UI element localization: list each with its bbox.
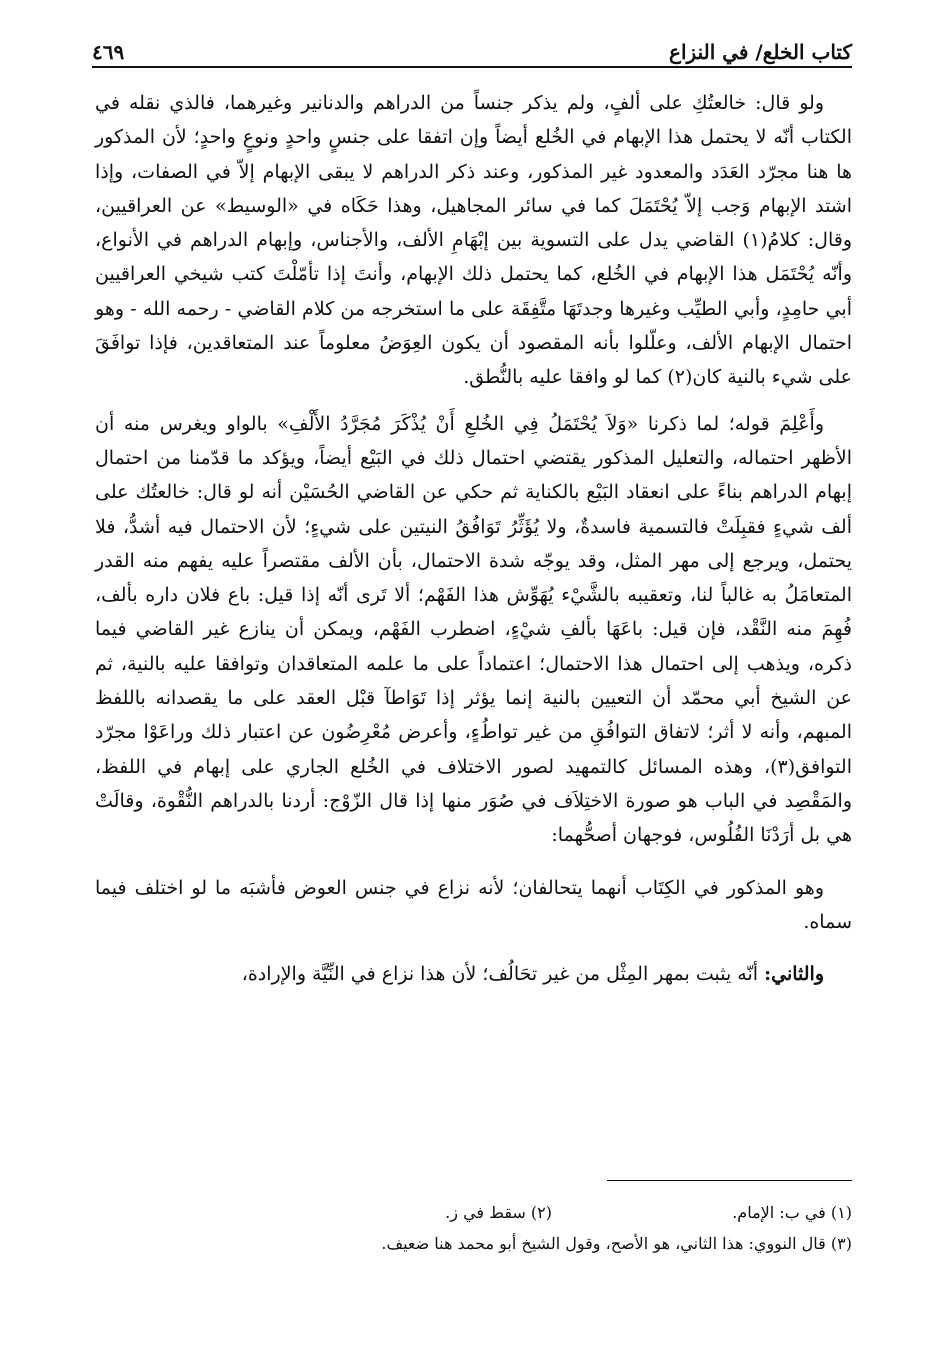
header-rule (92, 66, 852, 68)
paragraph-4-lead: والثاني: (764, 963, 824, 986)
paragraph-4-text: أنّه يثبت بمهر المِثْل من غير تحَالُف؛ لأن هذا نزاع في النِّيَّة والإرادة، (241, 963, 765, 986)
footnote-row-2 (95, 1228, 852, 1259)
page-number: ٤٦٩ (92, 40, 125, 64)
footnote-2: (٢) سقط في ز. (445, 1203, 552, 1222)
footnote-row-1 (95, 1197, 852, 1228)
paragraph-4 (95, 957, 852, 991)
paragraph-2: وأَعْلِمَ قوله؛ لما ذكرنا «وَلاَ يُحْتَمَلُ فِي الخُلعِ أَنْ يُذْكَرَ مُجَرَّدُ الأَلْفِ» بالواو ويغرس منه أن الأظهر احتماله، والتعليل المذكور يقتضي احتمال ذلك في البَيْع أيضاً، ويؤكد ما قدّمنا من احتمال إبهام الدراهم بناءً على انعقاد البَيْع بالكناية ثم حكي عن القاضي الحُسَيْن أنه لو قال: خالعتُك على ألف شيءٍ فقبِلَتْ فالتسمية فاسدةٌ، ولا يُؤَثِّرُ تَوَافُقُ النيتين على شيءٍ؛ لأن الاحتمال فيه أشدُّ، فلا يحتمل، ويرجع إلى مهر المثل، وقد يوجّه شدة الاحتمال، بأن الألف مقتصراً عليه يفهم منه القدر المتعامَلُ به غالباً لنا، وتعقيبه بالشَّيْء يُهَوِّش هذا الفَهْم؛ ألا تَرى أنّه إذا قيل: باع فلان داره بألف، فُهِمَ منه النَّقْد، فإن قيل: باعَهَا بألفِ شيْءٍ، اضطرب الفَهْم، ويمكن أن ينازع غير القاضي فيما ذكره، ويذهب إلى احتمال هذا الاحتمال؛ اعتماداً على ما علمه المتعاقدان وتوافقا عليه بالنية، ثم عن الشيخ أبي محمّد أن التعيين بالنية إنما يؤثر إذا تَوَاطآ قبْل العقد على ما يقصدانه باللفظ المبهم، وأنه لا أثر؛ لاتفاق التوافُقِ من غير تواطُءٍ، وأعرض مُعْرِضُون عن اعتبار ذلك وراعَوْا مجرّد التوافق(٣)، وهذه المسائل كالتمهيد لصور الاختلاف في الخُلع الجاري على إبهام في اللفظ، والمَقْصِد في الباب هو صورة الاختِلاَف في صُوَر منها إذا قال الزّوْج: أردنا بالدراهم النُّقْوة، وقالَتْ هي بل أرَدْنَا الفُلُوس، فوجهان أصحُّهما: (95, 412, 852, 847)
running-header (92, 22, 852, 64)
footnote-rule (607, 1180, 852, 1181)
footnote-1: (١) في ب: الإمام. (732, 1203, 852, 1222)
paragraph-3: وهو المذكور في الكِتَاب أنهما يتحالفان؛ لأنه نزاع في جنس العوض فأشبَه ما لو اختلف فيما سماه. (95, 876, 852, 933)
paragraph-1: ولو قال: خالعتُكِ على ألفٍ، ولم يذكر جنساً من الدراهم والدنانير وغيرهما، فالذي نقله في الكتاب أنّه لا يحتمل هذا الإبهام في الخُلع أيضاً وإن اتفقا على جنسٍ واحدٍ ونوعٍ واحدٍ؛ لأن المذكور ها هنا مجرّد العَدَد والمعدود غير المذكور، وعند ذكر الدراهم لا يبقى الإبهام إلاّ في الصفات، وإذا اشتد الإبهام وَجب إلاّ يُحْتَمَلَ كما في سائر المجاهيل، وهذا حَكَاه في «الوسيط» عن العراقيين، وقال: كلامُ(١) القاضي يدل على التسوية بين إبْهَامِ الألف، والأجناس، وإبهام الدراهم في الأنواع، وأنّه يُحْتَمَل هذا الإبهام في الخُلع، كما يحتمل ذلك الإبهام، وأنتَ إذا تأمّلْتَ كتب شيخي العراقيين أبي حامِدٍ، وأبي الطيِّب وغيرها وجدتَهَا متَّفِقَة على ما استخرجه من كلام القاضي - رحمه الله - وهو احتمال الإبهام الألف، وعلّلوا بأنه المقصود أن يكون العِوَضُ معلوماً عند المتعاقدين، فإذا توافَقَ على شيء بالنية كان(٢) كما لو وافقا عليه بالنُّطق. (95, 92, 852, 389)
main-text (95, 86, 852, 991)
footnotes (95, 1197, 852, 1259)
running-title: كتاب الخلع/ في النزاع (669, 40, 852, 64)
footnote-3: (٣) قال النووي: هذا الثاني، هو الأصح، وقول الشيخ أبو محمد هنا ضعيف. (381, 1234, 852, 1253)
